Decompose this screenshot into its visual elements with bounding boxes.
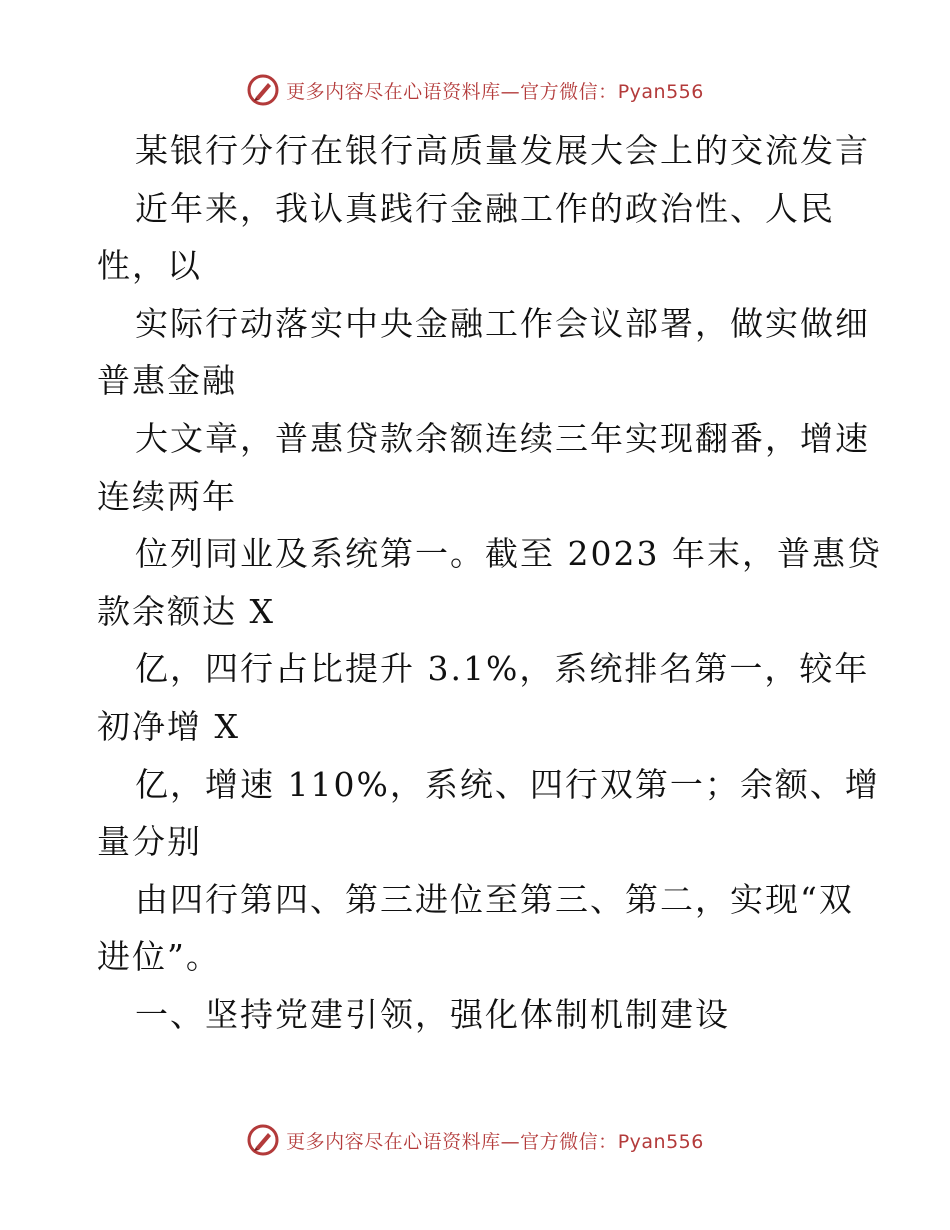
paragraph-line: 初净增 X: [97, 706, 240, 746]
pen-circle-logo-icon: [246, 73, 280, 107]
paragraph-line: 位列同业及系统第一。截至 2023 年末，普惠贷: [135, 534, 882, 574]
footer-watermark-banner: [0, 1120, 950, 1160]
document-title: 某银行分行在银行高质量发展大会上的交流发言: [135, 131, 870, 170]
header-watermark-banner: [0, 70, 950, 110]
paragraph-line: 大文章，普惠贷款余额连续三年实现翻番，增速: [135, 418, 870, 458]
header-watermark-text: 更多内容尽在心语资料库—官方微信：Pyan556: [286, 80, 704, 103]
paragraph-line: 实际行动落实中央金融工作会议部署，做实做细: [135, 303, 870, 343]
paragraph-line: 性，以: [97, 246, 202, 286]
section-heading: 一、坚持党建引领，强化体制机制建设: [135, 994, 730, 1034]
paragraph-line: 连续两年: [97, 476, 237, 516]
paragraph-line: 由四行第四、第三进位至第三、第二，实现“双: [135, 879, 854, 919]
header-watermark-content: [246, 73, 704, 107]
pen-circle-logo-icon: [246, 1123, 280, 1157]
paragraph-line: 亿，增速 110%，系统、四行双第一；余额、增: [135, 764, 880, 804]
document-body: [97, 122, 882, 1044]
paragraph-line: 近年来，我认真践行金融工作的政治性、人民: [135, 188, 835, 228]
paragraph-line: 款余额达 X: [97, 591, 275, 631]
paragraph-line: 量分别: [97, 822, 202, 862]
paragraph-line: 普惠金融: [97, 361, 237, 401]
paragraph-line: 进位”。: [97, 937, 221, 977]
footer-watermark-text: 更多内容尽在心语资料库—官方微信：Pyan556: [286, 1130, 704, 1153]
footer-watermark-content: [246, 1123, 704, 1157]
paragraph-line: 亿，四行占比提升 3.1%，系统排名第一，较年: [135, 649, 870, 689]
